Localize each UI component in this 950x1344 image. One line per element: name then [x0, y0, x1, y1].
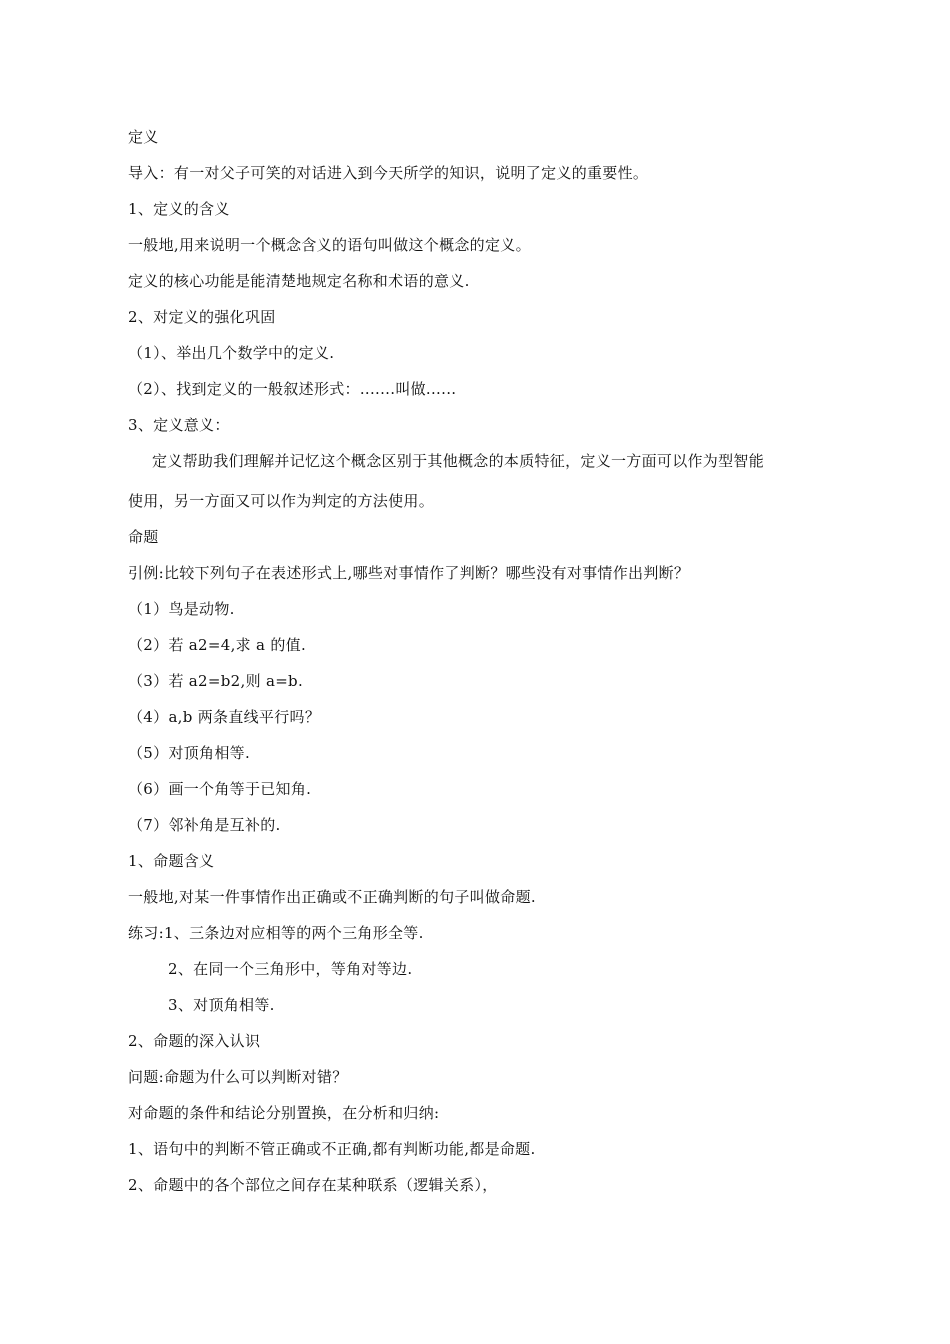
- heading-proposition-deeper: 2、命题的深入认识: [128, 1032, 261, 1050]
- definition-text: 一般地,用来说明一个概念含义的语句叫做这个概念的定义。: [128, 236, 531, 254]
- significance-paragraph-line-1: 定义帮助我们理解并记忆这个概念区别于其他概念的本质特征，定义一方面可以作为型智能: [152, 452, 765, 470]
- list-item: （4）a,b 两条直线平行吗？: [128, 708, 321, 726]
- heading-proposition-meaning: 1、命题含义: [128, 852, 215, 870]
- example-intro: 引例:比较下列句子在表述形式上,哪些对事情作了判断？哪些没有对事情作出判断？: [128, 564, 690, 582]
- list-item: （3）若 a2=b2,则 a=b.: [128, 672, 304, 690]
- heading-definition-significance: 3、定义意义：: [128, 416, 230, 434]
- list-item: （6）画一个角等于已知角.: [128, 780, 312, 798]
- list-item: （7）邻补角是互补的.: [128, 816, 281, 834]
- definition-core-function: 定义的核心功能是能清楚地规定名称和术语的意义.: [128, 272, 470, 290]
- section-title-proposition: 命题: [128, 528, 159, 546]
- proposition-definition: 一般地,对某一件事情作出正确或不正确判断的句子叫做命题.: [128, 888, 536, 906]
- conclusion-line-1: 1、语句中的判断不管正确或不正确,都有判断功能,都是命题.: [128, 1140, 536, 1158]
- list-item: （2）若 a2=4,求 a 的值.: [128, 636, 307, 654]
- significance-paragraph-line-2: 使用，另一方面又可以作为判定的方法使用。: [128, 492, 435, 510]
- heading-definition-reinforce: 2、对定义的强化巩固: [128, 308, 276, 326]
- exercise-line-1: 练习:1、三条边对应相等的两个三角形全等.: [128, 924, 424, 942]
- exercise-line-3: 3、对顶角相等.: [168, 996, 275, 1014]
- list-item: （2）、找到定义的一般叙述形式：.......叫做......: [128, 380, 457, 398]
- conclusion-line-2: 2、命题中的各个部位之间存在某种联系（逻辑关系），: [128, 1176, 498, 1194]
- section-title-definition: 定义: [128, 128, 159, 146]
- heading-definition-meaning: 1、定义的含义: [128, 200, 230, 218]
- analysis-line: 对命题的条件和结论分别置换，在分析和归纳:: [128, 1104, 440, 1122]
- exercise-line-2: 2、在同一个三角形中，等角对等边.: [168, 960, 413, 978]
- question-line: 问题:命题为什么可以判断对错？: [128, 1068, 348, 1086]
- list-item: （1）鸟是动物.: [128, 600, 235, 618]
- intro-line: 导入：有一对父子可笑的对话进入到今天所学的知识，说明了定义的重要性。: [128, 164, 649, 182]
- list-item: （5）对顶角相等.: [128, 744, 251, 762]
- list-item: （1）、举出几个数学中的定义.: [128, 344, 335, 362]
